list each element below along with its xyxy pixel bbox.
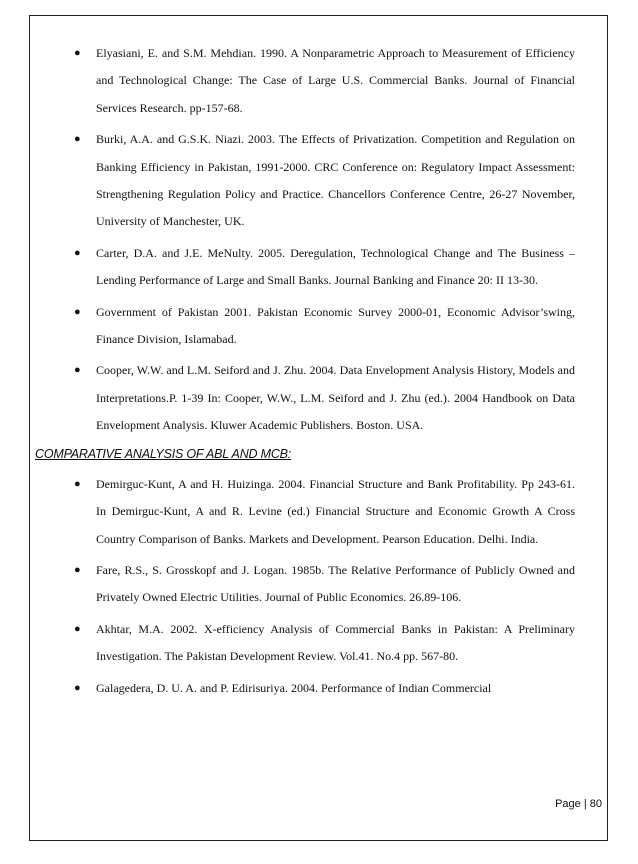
reference-item [60,557,575,612]
reference-text: Galagedera, D. U. A. and P. Edirisuriya. 2004. Performance of Indian Commercial [96,680,492,695]
reference-text: Cooper, W.W. and L.M. Seiford and J. Zhu. 2004. Data Envelopment Analysis History, Models and Interpretations.P. 1-39 In: Cooper, W.W., L.M. Seiford and J. Zhu (ed.). 2004 Handbook on Data Envelopment Analysis. Kluwer Academic Publishers. Boston. USA. [96,363,575,433]
reference-list-bottom [60,471,575,702]
reference-text: Government of Pakistan 2001. Pakistan Economic Survey 2000-01, Economic Advisor’swing, Finance Division, Islamabad. [96,304,575,347]
bullet-icon: ● [74,364,81,377]
reference-item [60,675,575,702]
bullet-icon: ● [74,681,81,694]
reference-item [60,471,575,553]
reference-item [60,616,575,671]
section-heading: COMPARATIVE ANALYSIS OF ABL AND MCB: [35,446,292,461]
reference-item [60,40,575,122]
bullet-icon: ● [74,563,81,576]
reference-item [60,299,575,354]
bullet-icon: ● [74,305,81,318]
reference-item [60,357,575,439]
reference-list-top [60,40,575,440]
reference-text: Demirguc-Kunt, A and H. Huizinga. 2004. Financial Structure and Bank Profitability. Pp 243-61. In Demirguc-Kunt, A and R. Levine (ed.) Financial Structure and Economic Growth A Cross Country Comparison of Banks. Markets and Development. Pearson Education. Delhi. India. [96,476,575,546]
reference-text: Carter, D.A. and J.E. MeNulty. 2005. Deregulation, Technological Change and The Business – Lending Performance of Large and Small Banks. Journal Banking and Finance 20: II 13-30. [96,245,575,288]
page-number: Page | 80 [555,798,602,810]
reference-item [60,126,575,236]
bullet-icon: ● [74,622,81,635]
reference-text: Fare, R.S., S. Grosskopf and J. Logan. 1985b. The Relative Performance of Publicly Owned and Privately Owned Electric Utilities. Journal of Public Economics. 26.89-106. [96,562,575,605]
bullet-icon: ● [74,47,81,59]
bullet-icon: ● [74,246,81,259]
reference-text: Burki, A.A. and G.S.K. Niazi. 2003. The Effects of Privatization. Competition and Regulation on Banking Efficiency in Pakistan, 1991-2000. CRC Conference on: Regulatory Impact Assessment: Strengthening Regulation Policy and Practice. Chancellors Conference Centre, 26-27 November, University of Manchester, UK. [96,132,575,229]
bullet-icon: ● [74,477,81,490]
document-body [35,40,575,706]
reference-text: Akhtar, M.A. 2002. X-efficiency Analysis of Commercial Banks in Pakistan: A Preliminary Investigation. The Pakistan Development Review. Vol.41. No.4 pp. 567-80. [96,621,575,664]
reference-text: Elyasiani, E. and S.M. Mehdian. 1990. A Nonparametric Approach to Measurement of Efficiency and Technological Change: The Case of Large U.S. Commercial Banks. Journal of Financial Services Research. pp-157-68. [96,46,575,115]
bullet-icon: ● [74,133,81,146]
reference-item [60,240,575,295]
